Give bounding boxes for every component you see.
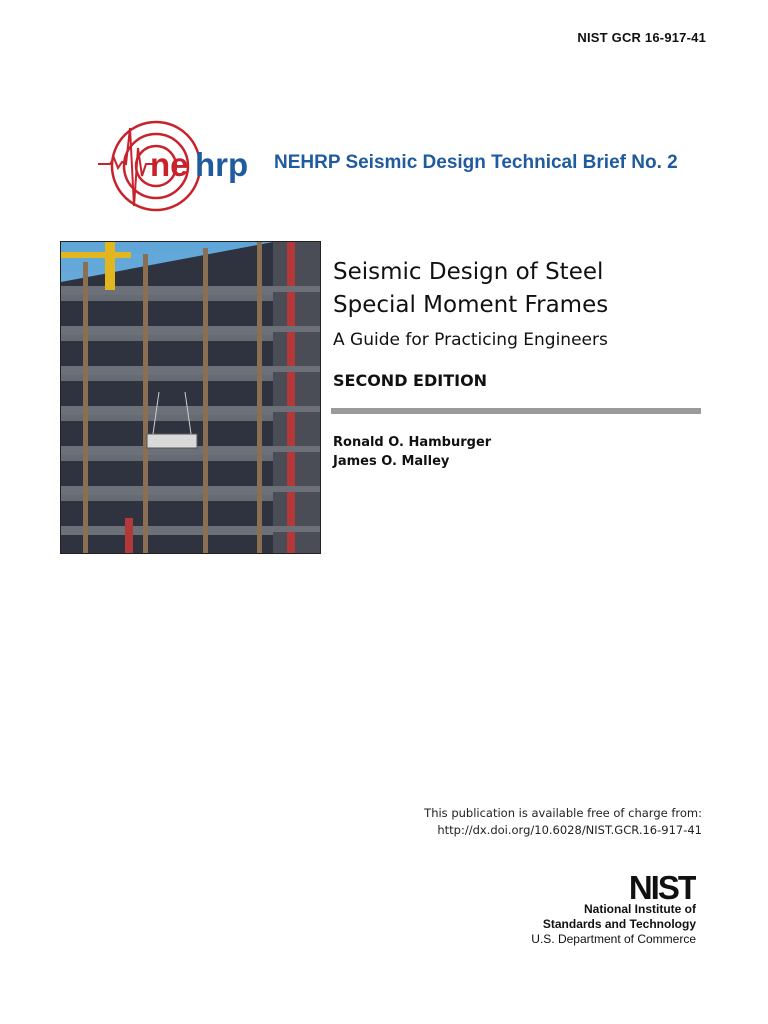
logo-text: ne <box>150 146 189 183</box>
svg-text:NIST: NIST <box>628 872 696 902</box>
title-line-2: Special Moment Frames <box>333 292 609 318</box>
brief-title: NEHRP Seismic Design Technical Brief No. 2 <box>274 152 678 173</box>
report-number: NIST GCR 16-917-41 <box>577 30 706 45</box>
publisher-name-line1: National Institute of <box>584 902 696 916</box>
publisher-department: U.S. Department of Commerce <box>531 932 696 946</box>
author-list <box>333 433 491 471</box>
doi-link[interactable]: http://dx.doi.org/10.6028/NIST.GCR.16-917-41 <box>437 823 702 837</box>
document-title <box>333 256 608 322</box>
title-line-1: Seismic Design of Steel <box>333 259 604 285</box>
author-name: James O. Malley <box>333 454 450 469</box>
availability-text: This publication is available free of charge from: <box>424 806 702 820</box>
publisher-name-line2: Standards and Technology <box>542 917 696 931</box>
divider <box>331 408 701 414</box>
edition-label: SECOND EDITION <box>333 371 488 390</box>
nist-logo <box>531 872 696 947</box>
availability-note <box>424 805 702 839</box>
nist-wordmark-icon <box>608 872 696 902</box>
logo-text-tail: hrp <box>195 146 249 183</box>
nehrp-logo <box>96 118 256 214</box>
steel-frame-building-photo <box>60 241 321 554</box>
document-subtitle: A Guide for Practicing Engineers <box>333 330 608 350</box>
seismic-rings-icon <box>96 118 256 214</box>
author-name: Ronald O. Hamburger <box>333 435 492 450</box>
